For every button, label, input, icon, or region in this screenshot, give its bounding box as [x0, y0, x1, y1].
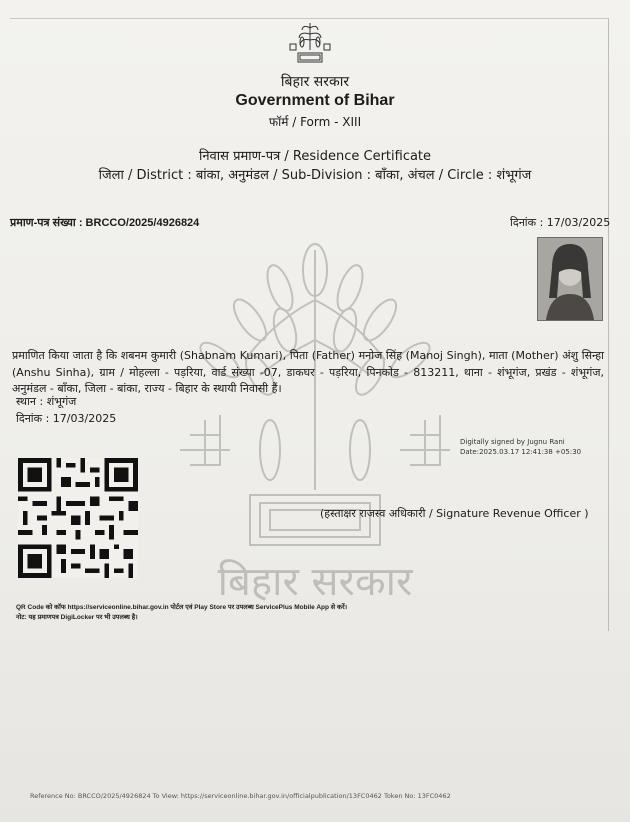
govt-title: Government of Bihar [235, 92, 395, 109]
digital-signature-date: Date:2025.03.17 12:41:38 +05:30 [460, 448, 582, 456]
place-line: स्थान : शंभूगंज [16, 395, 77, 408]
qr-note: QR Code को कॉफ https://serviceonline.bihar.gov.in पोर्टल एवं Play Store पर उपलब्ध ServicePlus Mobile App से करें। [16, 604, 348, 611]
digital-signature-name: Digitally signed by Jugnu Rani [460, 438, 565, 446]
form-label: फॉर्म / Form - XIII [268, 115, 362, 129]
watermark-text: बिहार सरकार [217, 559, 413, 605]
certificate-number: प्रमाण-पत्र संख्या : BRCCO/2025/4926824 [10, 217, 200, 229]
certificate-title: निवास प्रमाण-पत्र / Residence Certificate [198, 149, 432, 164]
signature-label-text: (हस्ताक्षर राजस्व अधिकारी / Signature Revenue Officer ) [320, 507, 589, 520]
issue-date-bottom: दिनांक : 17/03/2025 [16, 412, 117, 425]
digital-signature-block [460, 437, 581, 457]
notes-block [16, 603, 347, 623]
footer-reference: Reference No: BRCCO/2025/4926824 To View: https://serviceonline.bihar.gov.in/officialpublication/13FC0462 Token No: 13FC0462 [30, 792, 451, 800]
bihar-emblem-icon [286, 18, 334, 68]
certificate-body: प्रमाणित किया जाता है कि शबनम कुमारी (Shabnam Kumari), पिता (Father) मनोज सिंह (Manoj Singh), माता (Mother) अंशु सिन्हा (Anshu Sinha), ग्राम / मोहल्ला - पड़रिया, वार्ड संख्या -07, डाकघर - पड़रिया, पिनकोड - 813211, थाना - शंभूगंज, प्रखंड - शंभूगंज, अनुमंडल - बाँका, जिला - बांका, राज्य - बिहार के स्थायी निवासी हैं। [12, 349, 604, 395]
digilocker-note: नोट: यह प्रमाणपत्र DigiLocker पर भी उपलब्ध है। [16, 614, 138, 621]
district-line: जिला / District : बांका, अनुमंडल / Sub-Division : बाँका, अंचल / Circle : शंभूगंज [98, 168, 532, 183]
issue-date-top: दिनांक : 17/03/2025 [510, 216, 611, 229]
applicant-photo [537, 237, 603, 321]
signature-label [320, 506, 589, 521]
hindi-govt-title: बिहार सरकार [280, 74, 350, 90]
emblem-watermark [170, 240, 460, 610]
qr-code-icon[interactable] [18, 458, 138, 578]
